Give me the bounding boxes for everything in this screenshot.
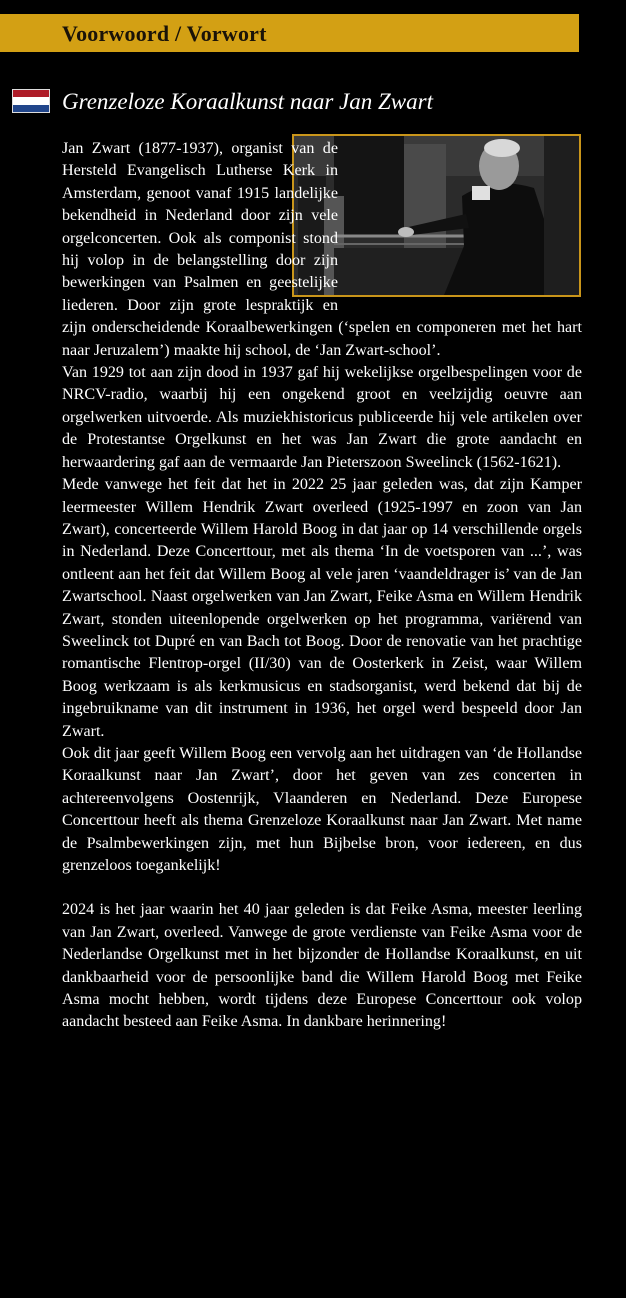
section-subtitle: Grenzeloze Koraalkunst naar Jan Zwart [62,89,433,114]
paragraph: 2024 is het jaar waarin het 40 jaar geleden is dat Feike Asma, meester leerling van Jan Zwart, overleed. Vanwege de grote verdienste van Feike Asma voor de Nederlandse Orgelkunst met in het bijzonder de Hollandse Koraalkunst, en uit dankbaarheid voor de persoonlijke band die Willem Harold Boog met Feike Asma mocht hebben, wordt tijdens deze Europese Concerttour ook volop aandacht besteed aan Feike Asma. In dankbare herinnering! [62,901,582,1031]
article-body [62,138,582,1034]
page-title: Voorwoord / Vorwort [62,21,267,46]
paragraph: Van 1929 tot aan zijn dood in 1937 gaf hij wekelijkse orgelbespelingen voor de NRCV-radio, waarbij hij een ongekend groot en veelzijdig oeuvre aan orgelwerken uitvoerde. Als muziekhistoricus publiceerde hij vele artikelen over de Protestantse Orgelkunst en het was Jan Zwart die grote aandacht en herwaardering gaf aan de vermaarde Jan Pieterszoon Sweelinck (1562-1621). [62,364,582,471]
paragraph: Mede vanwege het feit dat het in 2022 25 jaar geleden was, dat zijn Kamper leermeester Willem Hendrik Zwart overleed (1925-1997 en zoon van Jan Zwart), concerteerde Willem Harold Boog in dat jaar op 14 verschillende orgels in Nederland. Deze Concerttour, met als thema ‘In de voetsporen van ...’, was ontleent aan het feit dat Willem Boog al vele jaren ‘vaandeldrager is’ van de Jan Zwartschool. Naast orgelwerken van Jan Zwart, Feike Asma en Willem Hendrik Zwart, stonden uiteenlopende orgelwerken op het programma, variërend van Sweelinck tot Dupré en van Bach tot Boog. Door de renovatie van het prachtige romantische Flentrop-orgel (II/30) van de Oosterkerk in Zeist, waar Willem Boog werkzaam is als kerkmusicus en stadsorganist, werd bekend dat bij de ingebruikname van dit instrument in 1936, het orgel werd bespeeld door Jan Zwart. [62,476,582,740]
netherlands-flag-icon [12,89,50,113]
paragraph: Ook dit jaar geeft Willem Boog een vervolg aan het uitdragen van ‘de Hollandse Koraalkunst naar Jan Zwart’, door het geven van zes concerten in achtereenvolgens Oostenrijk, Vlaanderen en Nederland. Deze Europese Concerttour heeft als thema Grenzeloze Koraalkunst naar Jan Zwart. Met name de Psalmbewerkingen zijn, met hun Bijbelse bron, voor iedereen, en dus grenzeloos toegankelijk! [62,744,582,874]
paragraph: Jan Zwart (1877-1937), organist van de Hersteld Evangelisch Lutherse Kerk in Amsterdam, genoot vanaf 1915 landelijke bekendheid in Nederland door zijn vele orgelconcerten. Ook als componist stond hij volop in de belangstelling door zijn bewerkingen van Psalmen en geestelijke liederen. Door zijn grote lespraktijk en zijn onderscheidende Koraalbewerkingen (‘spelen en componeren met het hart naar Jeruzalem’) maakte hij school, de ‘Jan Zwart-school’. [62,140,582,359]
header-band [0,14,579,52]
